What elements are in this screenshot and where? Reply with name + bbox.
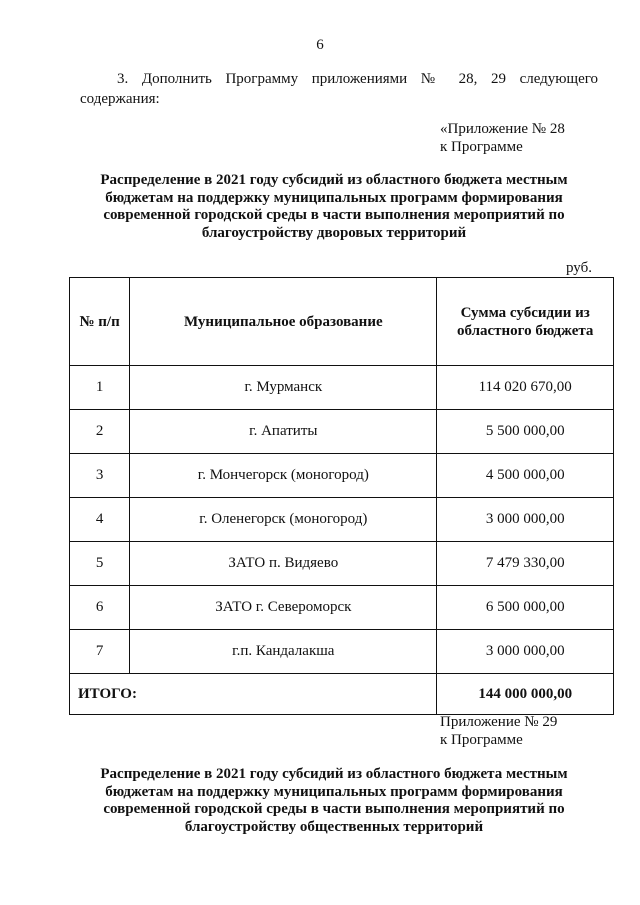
- row-number: 7: [70, 630, 130, 674]
- col-header-amount: Сумма субсидии из областного бюджета: [437, 278, 614, 366]
- col-header-municipality: Муниципальное образование: [130, 278, 437, 366]
- subsidy-amount: 4 500 000,00: [437, 454, 614, 498]
- appendix-29-header: [440, 713, 557, 749]
- subsidy-amount: 6 500 000,00: [437, 586, 614, 630]
- subsidy-amount: 3 000 000,00: [437, 630, 614, 674]
- row-number: 1: [70, 366, 130, 410]
- appendix-29-title: Распределение в 2021 году субсидий из областного бюджета местным бюджетам на поддержку муниципальных программ формирования современной городской среды в части выполнения мероприятий по благоустройству общественных территорий: [100, 766, 568, 835]
- appendix-28-header: [440, 120, 565, 156]
- table-row: [70, 630, 614, 674]
- col-header-number: № п/п: [70, 278, 130, 366]
- table-row: [70, 454, 614, 498]
- municipality-name: г. Мончегорск (моногород): [130, 454, 437, 498]
- currency-unit: руб.: [566, 260, 592, 276]
- municipality-name: ЗАТО п. Видяево: [130, 542, 437, 586]
- subsidy-amount: 7 479 330,00: [437, 542, 614, 586]
- subsidy-amount: 3 000 000,00: [437, 498, 614, 542]
- table-row: [70, 498, 614, 542]
- appendix-28-label: «Приложение № 28: [440, 121, 565, 137]
- total-amount: 144 000 000,00: [437, 674, 614, 715]
- subsidy-amount: 5 500 000,00: [437, 410, 614, 454]
- row-number: 4: [70, 498, 130, 542]
- subsidy-table: [69, 277, 614, 715]
- appendix-29-label: Приложение № 29: [440, 714, 558, 730]
- municipality-name: г. Оленегорск (моногород): [130, 498, 437, 542]
- municipality-name: г.п. Кандалакша: [130, 630, 437, 674]
- row-number: 2: [70, 410, 130, 454]
- row-number: 6: [70, 586, 130, 630]
- row-number: 3: [70, 454, 130, 498]
- subsidy-amount: 114 020 670,00: [437, 366, 614, 410]
- intro-paragraph: 3. Дополнить Программу приложениями № 28, 29 следующего содержания:: [80, 71, 598, 107]
- table-row: [70, 366, 614, 410]
- table-row: [70, 542, 614, 586]
- table-row: [70, 410, 614, 454]
- municipality-name: г. Апатиты: [130, 410, 437, 454]
- municipality-name: ЗАТО г. Североморск: [130, 586, 437, 630]
- appendix-28-ref: к Программе: [440, 139, 523, 155]
- table-row: [70, 586, 614, 630]
- table-header-row: [70, 278, 614, 366]
- table-total-row: [70, 674, 614, 715]
- total-label: ИТОГО:: [70, 674, 437, 715]
- municipality-name: г. Мурманск: [130, 366, 437, 410]
- page-number: 6: [316, 37, 324, 53]
- appendix-29-ref: к Программе: [440, 732, 523, 748]
- row-number: 5: [70, 542, 130, 586]
- appendix-28-title: Распределение в 2021 году субсидий из областного бюджета местным бюджетам на поддержку муниципальных программ формирования современной городской среды в части выполнения мероприятий по благоустройству дворовых территорий: [100, 172, 568, 241]
